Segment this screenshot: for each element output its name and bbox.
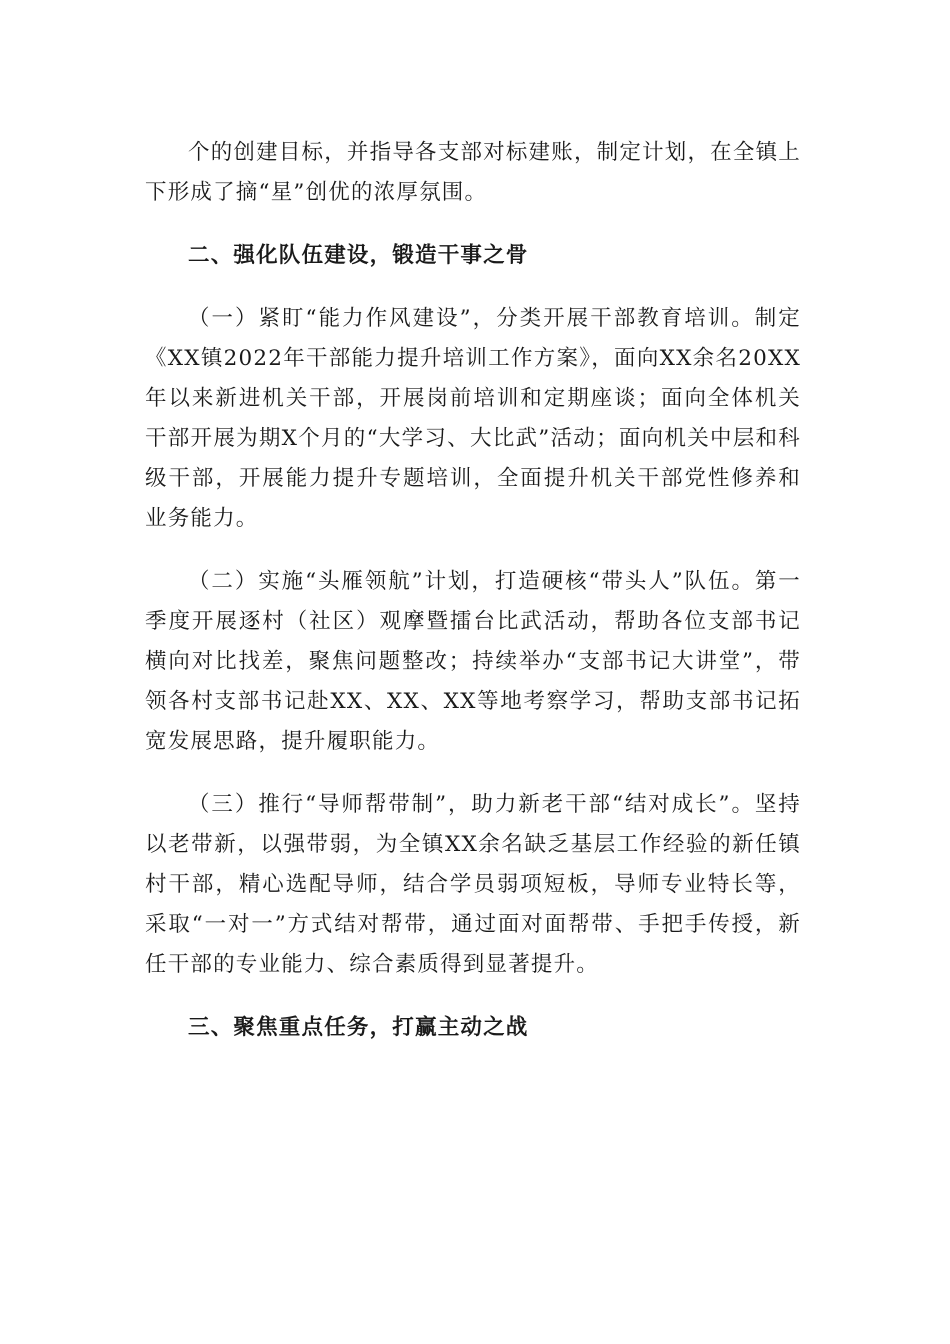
document-body <box>145 133 801 1048</box>
section-heading-3: 三、聚焦重点任务，打赢主动之战 <box>188 1015 529 1040</box>
paragraph-2-2: （二）实施“头雁领航”计划，打造硬核“带头人”队伍。第一季度开展逐村（社区）观摩暨擂台比武活动，帮助各位支部书记横向对比找差，聚焦问题整改；持续举办“支部书记大讲堂”，带领各村支部书记赴XX、XX、XX等地考察学习，帮助支部书记拓宽发展思路，提升履职能力。 <box>145 569 801 754</box>
paragraph-2-1: （一）紧盯“能力作风建设”，分类开展干部教育培训。制定《XX镇2022年干部能力提升培训工作方案》，面向XX余名20XX年以来新进机关干部，开展岗前培训和定期座谈；面向全体机关干部开展为期X个月的“大学习、大比武”活动；面向机关中层和科级干部，开展能力提升专题培训，全面提升机关干部党性修养和业务能力。 <box>145 306 801 531</box>
paragraph-2-3: （三）推行“导师帮带制”，助力新老干部“结对成长”。坚持以老带新，以强带弱，为全镇XX余名缺乏基层工作经验的新任镇村干部，精心选配导师，结合学员弱项短板，导师专业特长等，采取“一对一”方式结对帮带，通过面对面帮带、手把手传授，新任干部的专业能力、综合素质得到显著提升。 <box>145 792 801 977</box>
section-heading-2: 二、强化队伍建设，锻造干事之骨 <box>188 243 529 268</box>
paragraph-continuation: 个的创建目标，并指导各支部对标建账，制定计划，在全镇上下形成了摘“星”创优的浓厚氛围。 <box>145 140 801 205</box>
